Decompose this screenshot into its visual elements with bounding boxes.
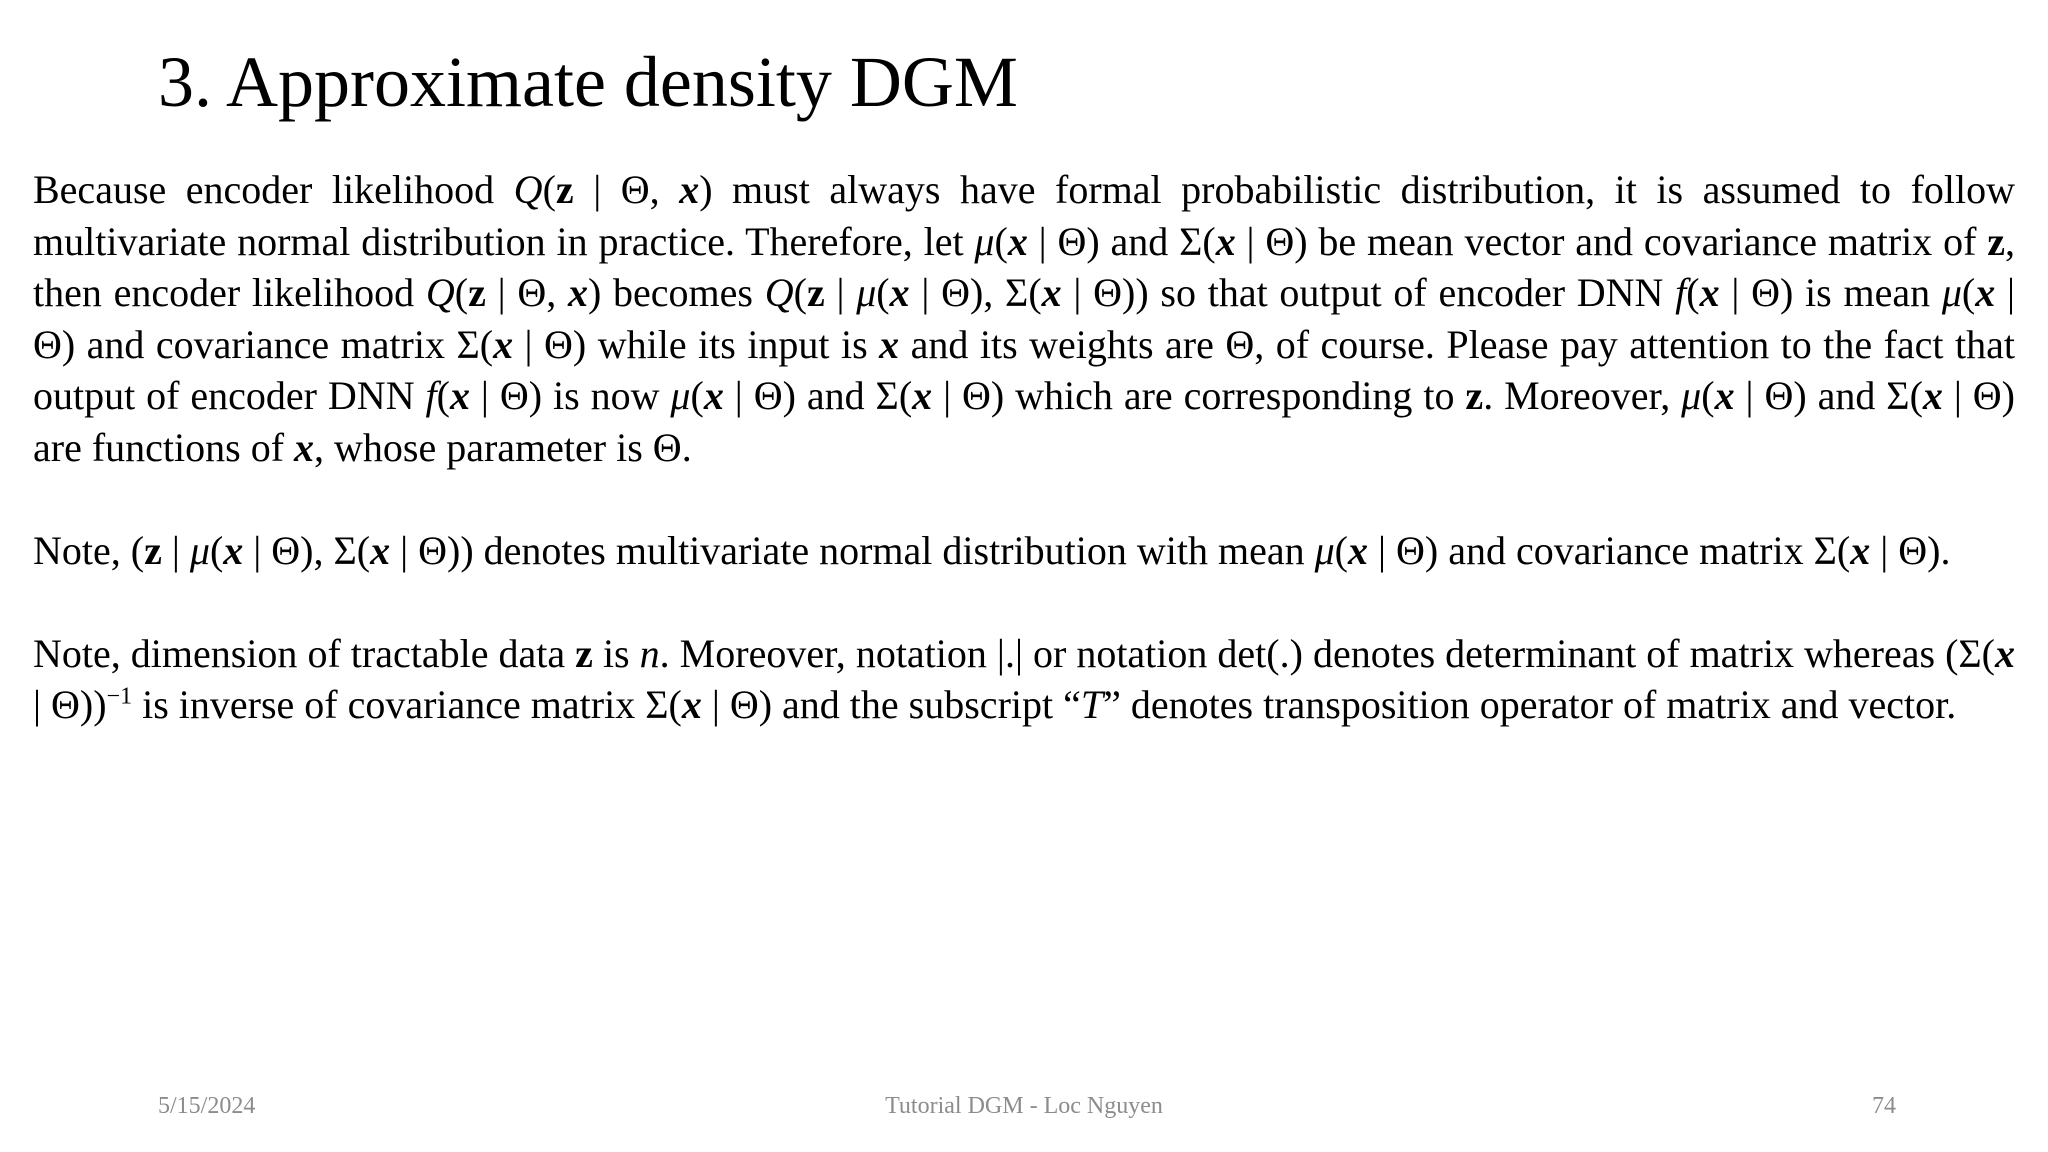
paragraph-encoder-likelihood: Because encoder likelihood Q(z | Θ, x) must always have formal probabilistic distribution, it is assumed to follow multivariate normal distribution in practice. Therefore, let μ(x | Θ) and Σ(x | Θ) be mean vector and covariance matrix of z, then encoder likelihood Q(z | Θ, x) becomes Q(z | μ(x | Θ), Σ(x | Θ)) so that output of encoder DNN f(x | Θ) is mean μ(x | Θ) and covariance matrix Σ(x | Θ) while its input is x and its weights are Θ, of course. Please pay attention to the fact that output of encoder DNN f(x | Θ) is now μ(x | Θ) and Σ(x | Θ) which are corresponding to z. Moreover, μ(x | Θ) and Σ(x | Θ) are functions of x, whose parameter is Θ. — [33, 167, 2016, 470]
footer-page-number: 74 — [1872, 1093, 1896, 1119]
paragraph-normal-distribution-note: Note, (z | μ(x | Θ), Σ(x | Θ)) denotes multivariate normal distribution with mean μ(x | Θ) and covariance matrix Σ(x | Θ). — [33, 527, 1951, 573]
slide-title: 3. Approximate density DGM — [158, 42, 1018, 122]
footer-title: Tutorial DGM - Loc Nguyen — [885, 1093, 1163, 1119]
paragraph-dimension-note: Note, dimension of tractable data z is n. Moreover, notation |.| or notation det(.) denotes determinant of matrix whereas (Σ(x | Θ))$^{-1}$ is inverse of covariance matrix Σ(x | Θ) and the subscript “T” denotes transposition operator of matrix and vector. — [33, 630, 2015, 727]
footer-date: 5/15/2024 — [158, 1093, 256, 1119]
inverse-exponent: −1 — [106, 683, 133, 710]
slide-body — [33, 164, 2015, 731]
